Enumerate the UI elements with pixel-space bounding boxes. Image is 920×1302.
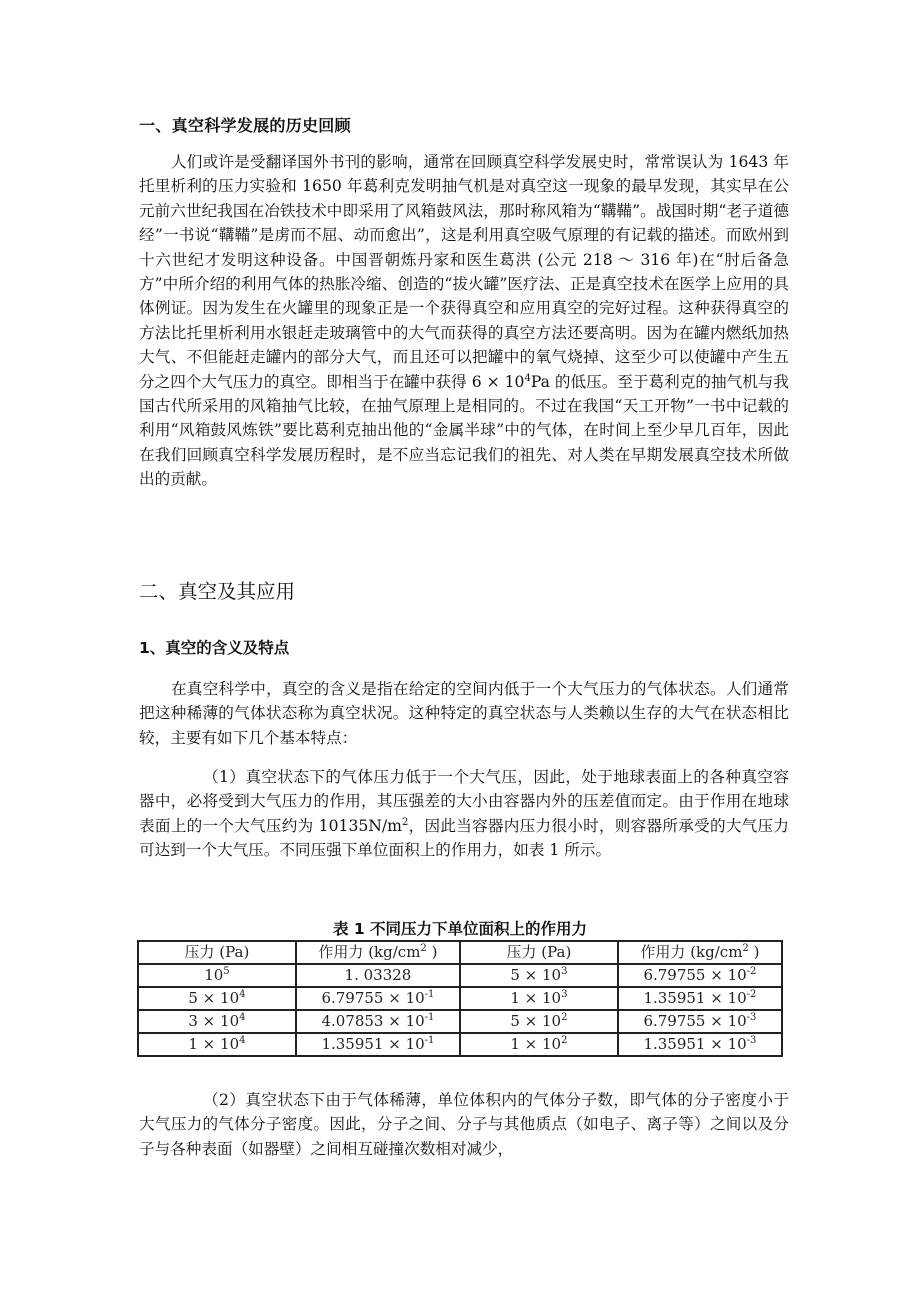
vacuum-intro-paragraph: 在真空科学中，真空的含义是指在给定的空间内低于一个大气压力的气体状态。人们通常把这种稀薄的气体状态称为真空状况。这种特定的真空状态与人类赖以生存的大气在状态相比较，主要有如下几个基本特点： (139, 680, 789, 747)
section-heading-vacuum-applications: 二、真空及其应用 (139, 580, 296, 603)
table-cell: 1. 03328 (296, 964, 460, 987)
exponent: 2 (401, 816, 409, 828)
table-cell: $6.79755 \times 10^{-1}$ (296, 987, 460, 1010)
table-cell: $1.35951 \times 10^{-2}$ (618, 987, 782, 1010)
table-row (138, 987, 782, 1010)
table-header-row (138, 941, 782, 964)
table-cell: $5 \times 10^3$ (460, 964, 618, 987)
table-cell: $1.35951 \times 10^{-1}$ (296, 1033, 460, 1056)
point-1-text-pre: （1）真空状态下的气体压力低于一个大气压，因此，处于地球表面上的各种真空容器中，必将受到大气压力的作用，其压强差的大小由容器内外的压差值而定。由于作用在地球表面上的一个大气压约为 10135N/m (139, 768, 789, 835)
exponent: 4 (524, 372, 531, 384)
table-caption: 表 1 不同压力下单位面积上的作用力 (332, 920, 588, 938)
table-header-cell: 作用力 ($kg/cm^2$ ) (296, 941, 460, 964)
table-cell: $1 \times 10^3$ (460, 987, 618, 1010)
history-paragraph (139, 150, 789, 492)
table-cell: $5 \times 10^4$ (138, 987, 296, 1010)
table-header-cell: 作用力 ($kg/cm^2$ ) (618, 941, 782, 964)
pressure-force-table (137, 940, 783, 1057)
history-paragraph-b-post: Pa 的低压。至于葛利克的抽气机与我国古代所采用的风箱抽气比较，在抽气原理上是相同的。不过在我国“天工开物”一书中记载的利用“风箱鼓风炼铁”要比葛利克抽出他的“金属半球”中的气体，在时间上至少早几百年，因此在我们回顾真空科学发展历程时，是不应当忘记我们的祖先、对人类在早期发展真空技术所做出的贡献。 (139, 372, 789, 489)
table-row (138, 1010, 782, 1033)
table-cell: $6.79755 \times 10^{-2}$ (618, 964, 782, 987)
table-cell: $3 \times 10^4$ (138, 1010, 296, 1033)
point-2-paragraph: （2）真空状态下由于气体稀薄，单位体积内的气体分子数，即气体的分子密度小于大气压力的气体分子密度。因此，分子之间、分子与其他质点（如电子、离子等）之间以及分子与各种表面（如器壁）之间相互碰撞次数相对减少， (139, 1091, 789, 1158)
table-row (138, 1033, 782, 1056)
table-header-cell: 压力 (Pa) (460, 941, 618, 964)
table-cell: $1 \times 10^4$ (138, 1033, 296, 1056)
table-cell: $5 \times 10^2$ (460, 1010, 618, 1033)
table-cell: $1.35951 \times 10^{-3}$ (618, 1033, 782, 1056)
history-paragraph-text: 人们或许是受翻译国外书刊的影响，通常在回顾真空科学发展史时，常常误认为 1643 年托里析利的压力实验和 1650 年葛利克发明抽气机是对真空这一现象的最早发现，其实早在公元前六世纪我国在冶铁技术中即采用了风箱鼓风法，那时称风箱为“鞲鞴”。战国时期“老子道德经”一书说“鞲鞴”是虏而不屈、动而愈出”，这是利用真空吸气原理的有记载的描述。而欧州到十六世纪才发明这种设备。中国晋朝炼丹家和医生葛洪 (公元 218 ～ 316 年)在“肘后备急方”中所介绍的利用气体的热胀冷缩、创造的“拔火罐”医疗法、正是真空技术在医学上应用的具体例证。因为发生在火罐里的现象正是一个获得真空和应用真空的完好过程。这种获得真空的方法比托里析利用水银赶走玻璃管中的大气而获得的真空方法还要高明。因为在罐内燃纸加热大气、不但能赶走罐内的部分大气，而且还可以把罐中的氧气烧掉、这至少可以使罐中产生五分之四个大气压力的真空。 (139, 153, 789, 391)
history-paragraph-b-pre: 即相当于在罐中获得 6 × 10 (326, 372, 525, 391)
table-header-cell: 压力 (Pa) (138, 941, 296, 964)
subsection-heading-vacuum-meaning: 1、真空的含义及特点 (139, 639, 290, 657)
point-1-text-post: ，因此当容器内压力很小时，则容器所承受的大气压力可达到一个大气压。不同压强下单位面积上的作用力，如表 1 所示。 (139, 816, 789, 860)
table-cell: $1 \times 10^2$ (460, 1033, 618, 1056)
section-heading-history: 一、真空科学发展的历史回顾 (139, 116, 351, 135)
table-cell: $10^5$ (138, 964, 296, 987)
point-1-paragraph (139, 765, 789, 863)
table-cell: $6.79755 \times 10^{-3}$ (618, 1010, 782, 1033)
table-cell: $4.07853 \times 10^{-1}$ (296, 1010, 460, 1033)
table-row (138, 964, 782, 987)
